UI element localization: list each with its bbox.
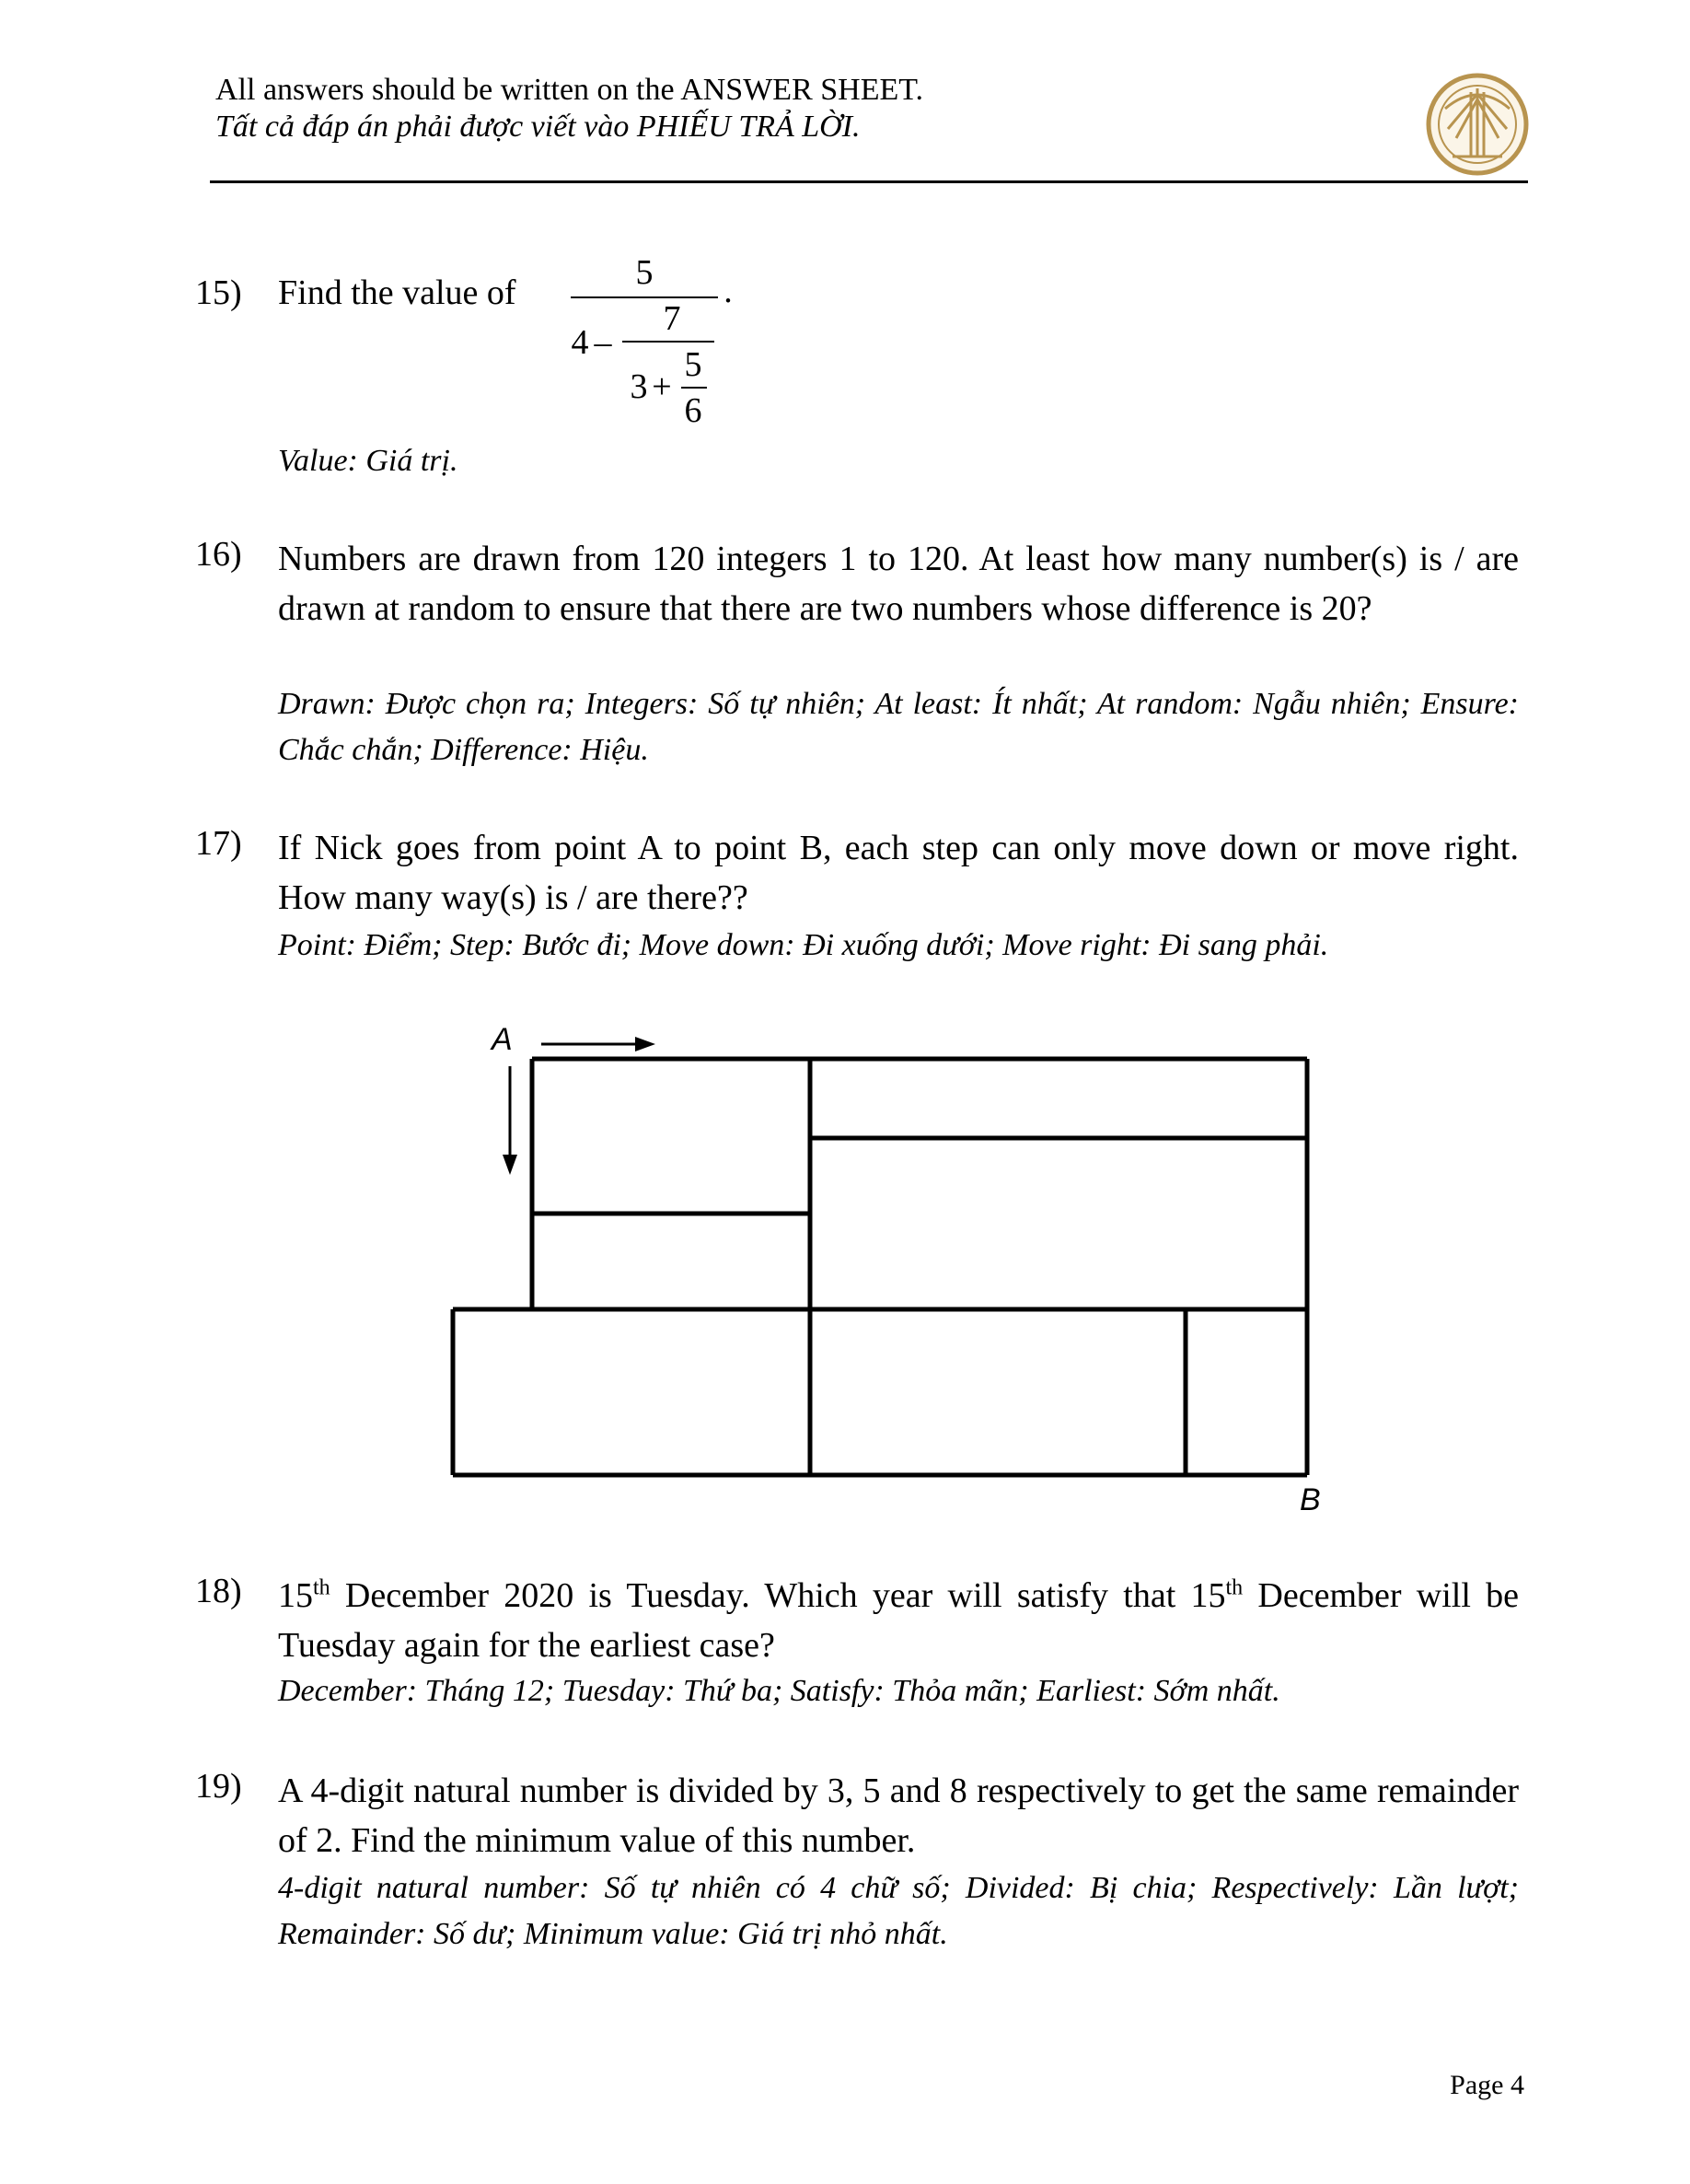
question-gloss: Drawn: Được chọn ra; Integers: Số tự nhiên; At least: Ít nhất; At random: Ngẫu nhiên; Ensure: Chắc chắn; Difference: Hiệu.	[278, 687, 1519, 767]
school-logo	[1425, 72, 1530, 177]
question-text: Find the value of	[278, 273, 516, 312]
question-number: 19)	[195, 1767, 242, 1806]
question-number: 16)	[195, 535, 242, 574]
question-number: 17)	[195, 824, 242, 863]
question-text: Numbers are drawn from 120 integers 1 to 120. At least how many number(s) is / are drawn at random to ensure that there are two numbers whose difference is 20?	[278, 540, 1519, 628]
question-gloss: 4-digit natural number: Số tự nhiên có 4 chữ số; Divided: Bị chia; Respectively: Lần lượt; Remainder: Số dư; Minimum value: Giá trị nhỏ nhất.	[278, 1871, 1519, 1951]
fraction-inner-bar	[622, 341, 714, 343]
question-number: 15)	[195, 273, 242, 312]
question-text: A 4-digit natural number is divided by 3, 5 and 8 respectively to get the same remainder of 2. Find the minimum value of this number.	[278, 1772, 1519, 1860]
question-text: 15th December 2020 is Tuesday. Which year will satisfy that 15th December will be Tuesday again for the earliest case?	[278, 1575, 1519, 1665]
fraction-trailing-period: .	[723, 272, 733, 310]
fraction-numerator: 5	[635, 253, 654, 292]
down-arrow-icon	[503, 1066, 517, 1175]
question-gloss: Point: Điểm; Step: Bước đi; Move down: Đi xuống dưới; Move right: Đi sang phải.	[278, 928, 1329, 962]
fraction-innermost-bar	[681, 387, 707, 389]
continued-fraction	[552, 249, 736, 442]
header-instruction-vi: Tất cả đáp án phải được viết vào PHIẾU TRẢ LỜI.	[215, 110, 861, 144]
right-arrow-icon	[541, 1037, 655, 1051]
point-a-label: A	[492, 1022, 513, 1057]
question-text: If Nick goes from point A to point B, each step can only move down or move right. How many way(s) is / are there??	[278, 829, 1519, 917]
fraction-minus-sign: –	[594, 323, 612, 362]
fraction-plus-sign: +	[652, 367, 672, 406]
fraction-innermost-numerator: 5	[684, 345, 702, 384]
fraction-term-3: 3	[630, 367, 648, 406]
header-divider	[210, 180, 1528, 183]
fraction-inner-numerator: 7	[663, 299, 681, 338]
fraction-bar	[571, 296, 718, 298]
header-instruction-en: All answers should be written on the ANSWER SHEET.	[215, 73, 924, 107]
question-number: 18)	[195, 1572, 242, 1610]
fraction-innermost-denominator: 6	[684, 391, 702, 430]
question-gloss: December: Tháng 12; Tuesday: Thứ ba; Satisfy: Thỏa mãn; Earliest: Sớm nhất.	[278, 1674, 1280, 1708]
question-gloss: Value: Giá trị.	[278, 444, 458, 478]
path-grid-diagram	[442, 1013, 1344, 1528]
fraction-term-4: 4	[571, 323, 589, 362]
page-number: Page 4	[1450, 2070, 1524, 2100]
point-b-label: B	[1300, 1482, 1321, 1517]
